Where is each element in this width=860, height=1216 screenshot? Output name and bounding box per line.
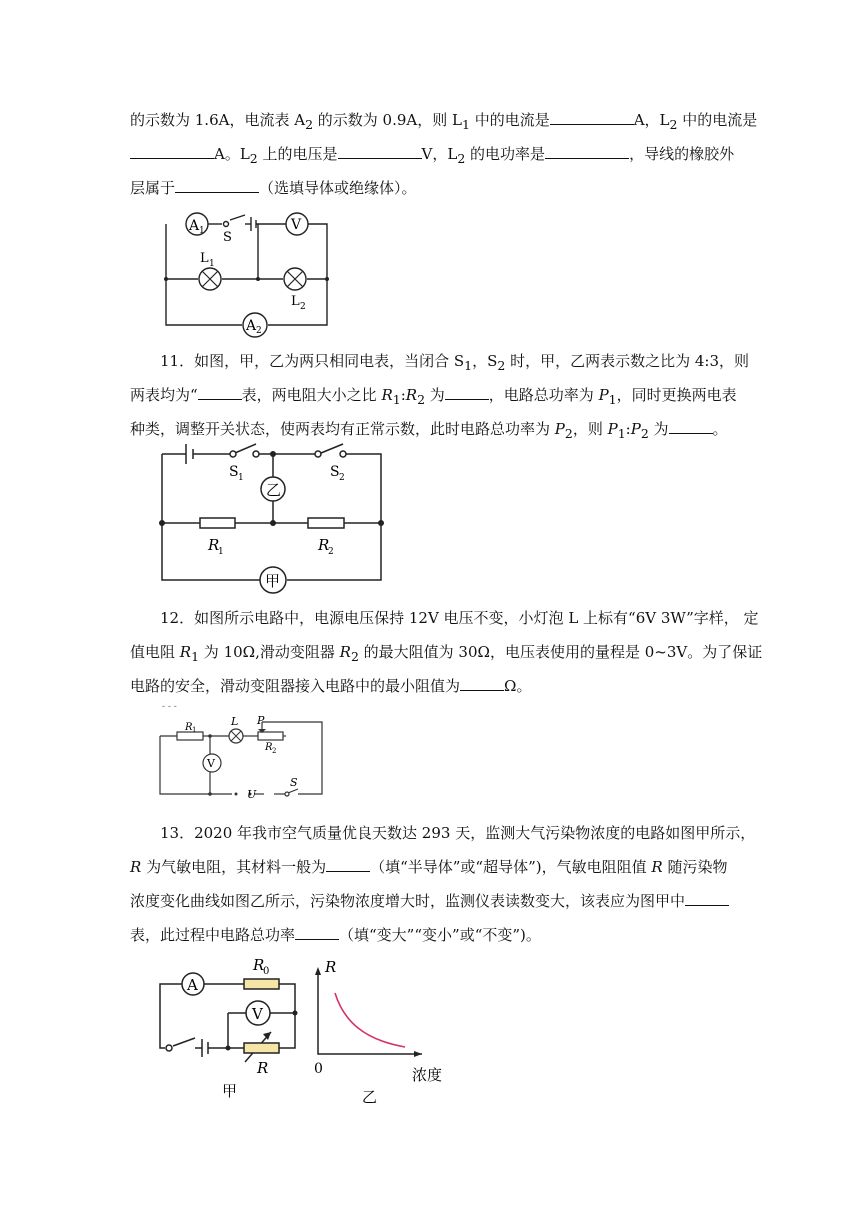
question-11-text: 11．如图，甲，乙为两只相同电表，当闭合 $S_1$，$S_2$ 时，甲，乙两表示数之比为 4:3，则 两表均为“ 表，两电阻大小之比 $R_1:R_2$ 为 ，电路总功率为 $P_1$，同时更换两电表 种类，调整开关状态，使两表均有正常示数，此时电路总功率为 $P_2$，则 $P_1:P_2$ 为 。: [130, 352, 750, 441]
graph-y-label: R: [325, 958, 337, 976]
switch-s-label: S: [223, 230, 232, 245]
lamp-l-label: L: [231, 715, 239, 728]
ammeter-a1-label: A: [189, 218, 200, 234]
svg-text:2: 2: [256, 326, 262, 336]
ammeter-a2-label: A: [246, 318, 257, 334]
resistor-r1-label: R: [208, 536, 220, 554]
answer-blank[interactable]: [130, 142, 214, 159]
switch-s1-label: S: [229, 464, 239, 480]
question-10-text: 的示数为 1.6A，电流表 $A_2$ 的示数为 0.9A，则 $L_1$ 中的电流是 A，$L_2$ 中的电流是 A。$L_2$ 上的电压是 V，$L_2$ 的电功率是 ，导线的橡胶外 层属于 （选填导体或绝缘体）。: [130, 103, 730, 205]
answer-blank[interactable]: [175, 176, 259, 193]
resistor-r2-label: R: [265, 742, 273, 753]
q13-circuit-and-graph: [150, 950, 460, 1110]
question-12-text: 12．如图所示电路中，电源电压保持 12V 电压不变，小灯泡 L 上标有“6V 3W”字样， 定 值电阻 $R_1$ 为 10Ω,滑动变阻器 $R_2$ 的最大阻值为 30Ω，电压表使用的量程是 0~3V。为了保证 电路的安全，滑动变阻器接入电路中的最小阻值为 Ω。: [130, 609, 763, 695]
lamp-l1-label: L: [200, 251, 209, 266]
voltmeter-label: V: [252, 1005, 263, 1023]
figure-jia-label: 甲: [222, 1082, 238, 1100]
svg-text:2: 2: [328, 547, 334, 557]
svg-text:2: 2: [300, 302, 306, 312]
meter-jia-label: 甲: [265, 572, 281, 590]
svg-text:1: 1: [199, 226, 205, 236]
graph-x-label: 浓度: [412, 1066, 443, 1084]
answer-blank[interactable]: [545, 142, 629, 159]
answer-blank[interactable]: [550, 108, 634, 125]
switch-s2-label: S: [330, 464, 340, 480]
lamp-l2-label: L: [291, 294, 300, 309]
svg-text:1: 1: [218, 547, 224, 557]
source-u-label: U: [247, 788, 257, 800]
q12-circuit-diagram: [150, 700, 335, 800]
resistor-r2-label: R: [318, 536, 330, 554]
q10-circuit-diagram: [150, 205, 340, 340]
figure-yi-label: 乙: [362, 1088, 378, 1106]
switch-s-label: S: [290, 776, 298, 789]
meter-yi-label: 乙: [266, 481, 282, 499]
answer-blank[interactable]: [326, 855, 370, 872]
svg-text:- - -: - - -: [162, 702, 177, 712]
question-13-text: 13．2020 年我市空气质量优良天数达 293 天，监测大气污染物浓度的电路如图甲所示， R 为气敏电阻，其材料一般为 （填“半导体”或“超导体”)，气敏电阻阻值 R 随污染物 浓度变化曲线如图乙所示，污染物浓度增大时，监测仪表读数变大，该表应为图甲中 表，此过程中电路总功率 （填“变大”“变小”或“不变”)。: [130, 824, 756, 944]
svg-text:1: 1: [238, 473, 244, 483]
answer-blank[interactable]: [669, 417, 713, 434]
gas-resistor-label: R: [257, 1059, 269, 1077]
svg-text:1: 1: [192, 726, 197, 734]
answer-blank[interactable]: [685, 889, 729, 906]
svg-text:2: 2: [272, 747, 277, 755]
answer-blank[interactable]: [295, 923, 339, 940]
resistor-r0-label: R: [253, 956, 265, 974]
slider-p-label: P: [257, 714, 265, 727]
ammeter-label: A: [187, 976, 198, 994]
voltmeter-label: V: [291, 217, 302, 233]
voltmeter-label: V: [207, 757, 215, 770]
graph-origin-label: 0: [314, 1061, 323, 1077]
q11-circuit-diagram: [150, 440, 395, 600]
answer-blank[interactable]: [460, 674, 504, 691]
answer-blank[interactable]: [338, 142, 422, 159]
resistance-curve: [335, 993, 405, 1047]
resistor-r1-label: R: [185, 722, 193, 733]
svg-text:2: 2: [339, 473, 345, 483]
answer-blank[interactable]: [198, 383, 242, 400]
svg-text:0: 0: [263, 966, 270, 977]
answer-blank[interactable]: [445, 383, 489, 400]
svg-text:1: 1: [209, 259, 215, 269]
